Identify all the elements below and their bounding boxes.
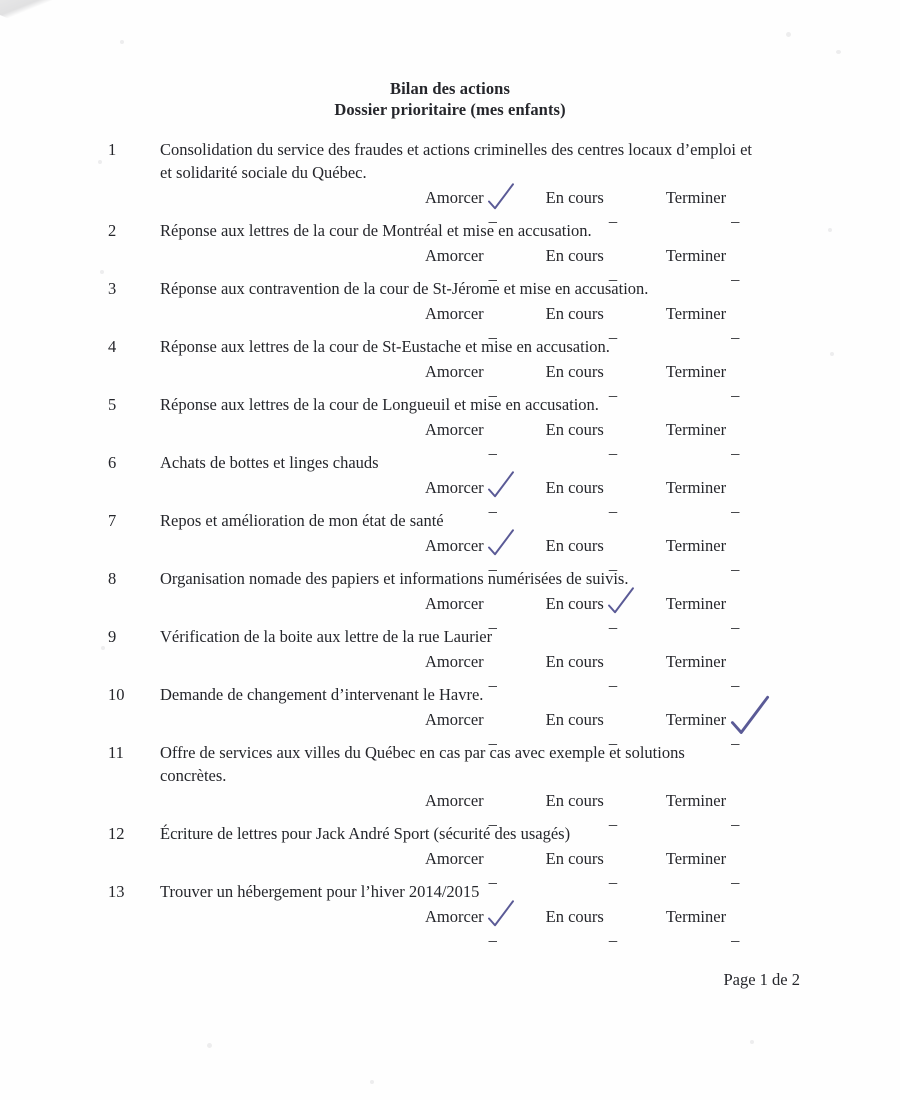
item-number: 13 — [108, 882, 125, 901]
item-number: 10 — [108, 685, 125, 704]
status-blank-underscore: _ — [731, 206, 740, 225]
status-blank-underscore: _ — [731, 867, 740, 886]
status-option-label: Terminer — [665, 907, 727, 926]
status-option-en-cours[interactable] — [545, 185, 624, 225]
status-blank-underscore: _ — [488, 496, 497, 515]
item-text-line: Réponse aux lettres de la cour de Montréal et mise en accusation. — [160, 221, 592, 240]
status-option-en-cours[interactable] — [545, 417, 624, 457]
status-options-row — [160, 185, 820, 225]
status-blank-underscore: _ — [731, 496, 740, 515]
status-blank-underscore: _ — [731, 670, 740, 689]
status-option-en-cours[interactable] — [545, 301, 624, 341]
status-option-label: Amorcer — [425, 710, 484, 729]
status-option-label: En cours — [545, 791, 604, 810]
page-footer: Page 1 de 2 — [723, 970, 800, 989]
item-number: 8 — [108, 569, 117, 588]
action-item — [0, 335, 900, 399]
action-item — [0, 741, 900, 828]
status-blank-underscore: _ — [731, 925, 740, 944]
status-option-en-cours[interactable] — [545, 788, 624, 828]
status-option-terminer[interactable] — [665, 475, 746, 515]
status-options-row — [160, 904, 820, 944]
item-body — [160, 625, 820, 689]
status-blank-underscore: _ — [488, 670, 497, 689]
status-option-label: Amorcer — [425, 362, 484, 381]
action-item — [0, 625, 900, 689]
status-option-label: Terminer — [665, 478, 727, 497]
status-options-row — [160, 533, 820, 573]
status-blank-underscore: _ — [488, 925, 497, 944]
status-option-label: En cours — [545, 907, 604, 926]
status-option-label: Amorcer — [425, 536, 484, 555]
item-number: 9 — [108, 627, 117, 646]
status-option-terminer[interactable] — [665, 417, 746, 457]
status-blank-underscore: _ — [488, 264, 497, 283]
item-text-line: Vérification de la boite aux lettre de la rue Laurier — [160, 627, 493, 646]
status-option-label: Terminer — [665, 304, 727, 323]
item-text-line: Trouver un hébergement pour l’hiver 2014/2015 — [160, 882, 480, 901]
status-option-terminer[interactable] — [665, 301, 746, 341]
status-option-terminer[interactable] — [665, 846, 746, 886]
status-options-row — [160, 707, 820, 747]
status-blank-underscore: _ — [731, 380, 740, 399]
status-blank-underscore: _ — [608, 867, 618, 886]
item-number: 2 — [108, 221, 117, 240]
item-text-line: Demande de changement d’intervenant le Havre. — [160, 685, 484, 704]
status-options-row — [160, 788, 820, 828]
status-option-label: Terminer — [665, 710, 727, 729]
status-option-label: En cours — [545, 849, 604, 868]
status-blank-underscore: _ — [488, 728, 497, 747]
item-number: 3 — [108, 279, 117, 298]
action-item — [0, 509, 900, 573]
status-blank-underscore: _ — [488, 380, 497, 399]
item-body — [160, 393, 820, 457]
item-body — [160, 567, 820, 631]
status-option-label: Terminer — [665, 652, 727, 671]
status-blank-underscore: _ — [608, 206, 618, 225]
status-options-row — [160, 243, 820, 283]
status-option-terminer[interactable] — [665, 359, 746, 399]
status-blank-underscore: _ — [608, 728, 618, 747]
status-blank-underscore: _ — [488, 322, 497, 341]
item-text-line: Réponse aux lettres de la cour de St-Eustache et mise en accusation. — [160, 337, 610, 356]
status-option-label: Amorcer — [425, 420, 484, 439]
status-option-label: Terminer — [665, 420, 727, 439]
status-options-row — [160, 649, 820, 689]
document-title — [0, 78, 900, 120]
status-option-label: Amorcer — [425, 907, 484, 926]
status-blank-underscore: _ — [488, 206, 497, 225]
status-option-label: Amorcer — [425, 849, 484, 868]
item-body — [160, 509, 820, 573]
status-blank-underscore: _ — [731, 612, 740, 631]
status-options-row — [160, 359, 820, 399]
item-number: 11 — [108, 743, 124, 762]
scan-speck — [370, 1080, 374, 1084]
status-option-label: Terminer — [665, 849, 727, 868]
status-blank-underscore: _ — [488, 438, 497, 457]
status-option-terminer[interactable] — [665, 649, 746, 689]
item-body — [160, 683, 820, 747]
item-body — [160, 822, 820, 886]
status-blank-underscore: _ — [608, 264, 618, 283]
title-line-primary: Bilan des actions — [390, 79, 510, 98]
status-blank-underscore: _ — [608, 496, 618, 515]
item-text-line: Réponse aux contravention de la cour de St-Jérome et mise en accusation. — [160, 279, 649, 298]
status-option-en-cours[interactable] — [545, 533, 624, 573]
status-option-en-cours[interactable] — [545, 649, 624, 689]
status-option-label: En cours — [545, 246, 604, 265]
status-option-amorcer[interactable] — [425, 788, 504, 828]
action-item — [0, 451, 900, 515]
status-option-label: En cours — [545, 304, 604, 323]
item-text-line: Consolidation du service des fraudes et actions criminelles des centres locaux d’emploi et — [160, 140, 752, 159]
status-option-en-cours[interactable] — [545, 846, 624, 886]
status-blank-underscore: _ — [608, 925, 618, 944]
item-body — [160, 451, 820, 515]
status-option-label: En cours — [545, 536, 604, 555]
status-option-en-cours[interactable] — [545, 591, 624, 631]
status-blank-underscore: _ — [731, 322, 740, 341]
item-number: 7 — [108, 511, 117, 530]
status-option-amorcer[interactable] — [425, 185, 504, 225]
status-option-terminer[interactable] — [665, 788, 746, 828]
status-option-terminer[interactable] — [665, 243, 746, 283]
status-option-amorcer[interactable] — [425, 243, 504, 283]
status-option-label: En cours — [545, 188, 604, 207]
status-option-en-cours[interactable] — [545, 475, 624, 515]
status-option-label: En cours — [545, 652, 604, 671]
status-blank-underscore: _ — [731, 438, 740, 457]
status-blank-underscore: _ — [488, 612, 497, 631]
item-body — [160, 335, 820, 399]
action-item — [0, 138, 900, 225]
status-option-label: Amorcer — [425, 652, 484, 671]
status-option-amorcer[interactable] — [425, 301, 504, 341]
item-number: 12 — [108, 824, 125, 843]
status-option-amorcer[interactable] — [425, 359, 504, 399]
action-item — [0, 219, 900, 283]
status-blank-underscore: _ — [488, 867, 497, 886]
item-body — [160, 138, 820, 225]
status-option-amorcer[interactable] — [425, 649, 504, 689]
status-blank-underscore: _ — [488, 554, 497, 573]
status-blank-underscore: _ — [608, 612, 618, 631]
status-option-en-cours[interactable] — [545, 707, 624, 747]
status-option-label: Amorcer — [425, 478, 484, 497]
item-body — [160, 741, 820, 828]
status-option-label: Amorcer — [425, 304, 484, 323]
status-option-terminer[interactable] — [665, 185, 746, 225]
status-option-terminer[interactable] — [665, 533, 746, 573]
status-blank-underscore: _ — [731, 554, 740, 573]
status-option-amorcer[interactable] — [425, 591, 504, 631]
action-item — [0, 683, 900, 747]
item-body — [160, 277, 820, 341]
status-option-amorcer[interactable] — [425, 846, 504, 886]
action-item — [0, 822, 900, 886]
status-option-amorcer[interactable] — [425, 533, 504, 573]
item-text-line: Réponse aux lettres de la cour de Longueuil et mise en accusation. — [160, 395, 599, 414]
action-item — [0, 393, 900, 457]
status-option-label: Amorcer — [425, 791, 484, 810]
status-option-label: Terminer — [665, 246, 727, 265]
action-item — [0, 880, 900, 944]
status-blank-underscore: _ — [608, 670, 618, 689]
status-option-amorcer[interactable] — [425, 475, 504, 515]
status-option-label: En cours — [545, 420, 604, 439]
status-option-amorcer[interactable] — [425, 417, 504, 457]
status-option-label: Amorcer — [425, 188, 484, 207]
item-number: 1 — [108, 140, 117, 159]
status-blank-underscore: _ — [608, 322, 618, 341]
status-options-row — [160, 475, 820, 515]
status-options-row — [160, 301, 820, 341]
item-body — [160, 219, 820, 283]
item-number: 4 — [108, 337, 117, 356]
item-text-line: Écriture de lettres pour Jack André Sport (sécurité des usagés) — [160, 824, 571, 843]
item-text-line: Organisation nomade des papiers et informations numérisées de suivis. — [160, 569, 629, 588]
status-option-terminer[interactable] — [665, 591, 746, 631]
status-blank-underscore: _ — [731, 264, 740, 283]
status-option-en-cours[interactable] — [545, 359, 624, 399]
scan-speck — [750, 1040, 754, 1044]
scan-shadow-artifact — [0, 0, 121, 57]
item-number: 5 — [108, 395, 117, 414]
status-option-label: Terminer — [665, 594, 727, 613]
status-blank-underscore: _ — [731, 728, 740, 747]
action-item — [0, 567, 900, 631]
status-blank-underscore: _ — [608, 554, 618, 573]
status-option-label: Terminer — [665, 362, 727, 381]
status-blank-underscore: _ — [608, 809, 618, 828]
status-blank-underscore: _ — [608, 438, 618, 457]
status-blank-underscore: _ — [608, 380, 618, 399]
item-text-line: Offre de services aux villes du Québec en cas par cas avec exemple et solutions — [160, 743, 685, 762]
scan-speck — [836, 50, 841, 54]
status-option-en-cours[interactable] — [545, 243, 624, 283]
status-option-label: Amorcer — [425, 594, 484, 613]
item-text-line: et solidarité sociale du Québec. — [160, 163, 367, 182]
status-option-label: Terminer — [665, 536, 727, 555]
status-option-amorcer[interactable] — [425, 904, 504, 944]
status-option-label: En cours — [545, 362, 604, 381]
status-option-label: En cours — [545, 710, 604, 729]
status-option-label: En cours — [545, 594, 604, 613]
status-option-terminer[interactable] — [665, 904, 746, 944]
status-option-en-cours[interactable] — [545, 904, 624, 944]
status-option-label: Terminer — [665, 791, 727, 810]
status-blank-underscore: _ — [731, 809, 740, 828]
action-items-list — [0, 138, 900, 944]
status-blank-underscore: _ — [488, 809, 497, 828]
scan-speck — [207, 1043, 212, 1048]
scan-speck — [120, 40, 124, 44]
item-body — [160, 880, 820, 944]
item-text-line: Repos et amélioration de mon état de santé — [160, 511, 444, 530]
status-option-label: En cours — [545, 478, 604, 497]
status-options-row — [160, 846, 820, 886]
status-option-label: Terminer — [665, 188, 727, 207]
status-option-amorcer[interactable] — [425, 707, 504, 747]
scan-speck — [786, 32, 791, 37]
title-line-secondary: Dossier prioritaire (mes enfants) — [334, 100, 566, 119]
status-option-terminer[interactable] — [665, 707, 746, 747]
item-text-line: concrètes. — [160, 766, 227, 785]
item-text-line: Achats de bottes et linges chauds — [160, 453, 379, 472]
item-number: 6 — [108, 453, 117, 472]
action-item — [0, 277, 900, 341]
status-options-row — [160, 591, 820, 631]
status-options-row — [160, 417, 820, 457]
status-option-label: Amorcer — [425, 246, 484, 265]
